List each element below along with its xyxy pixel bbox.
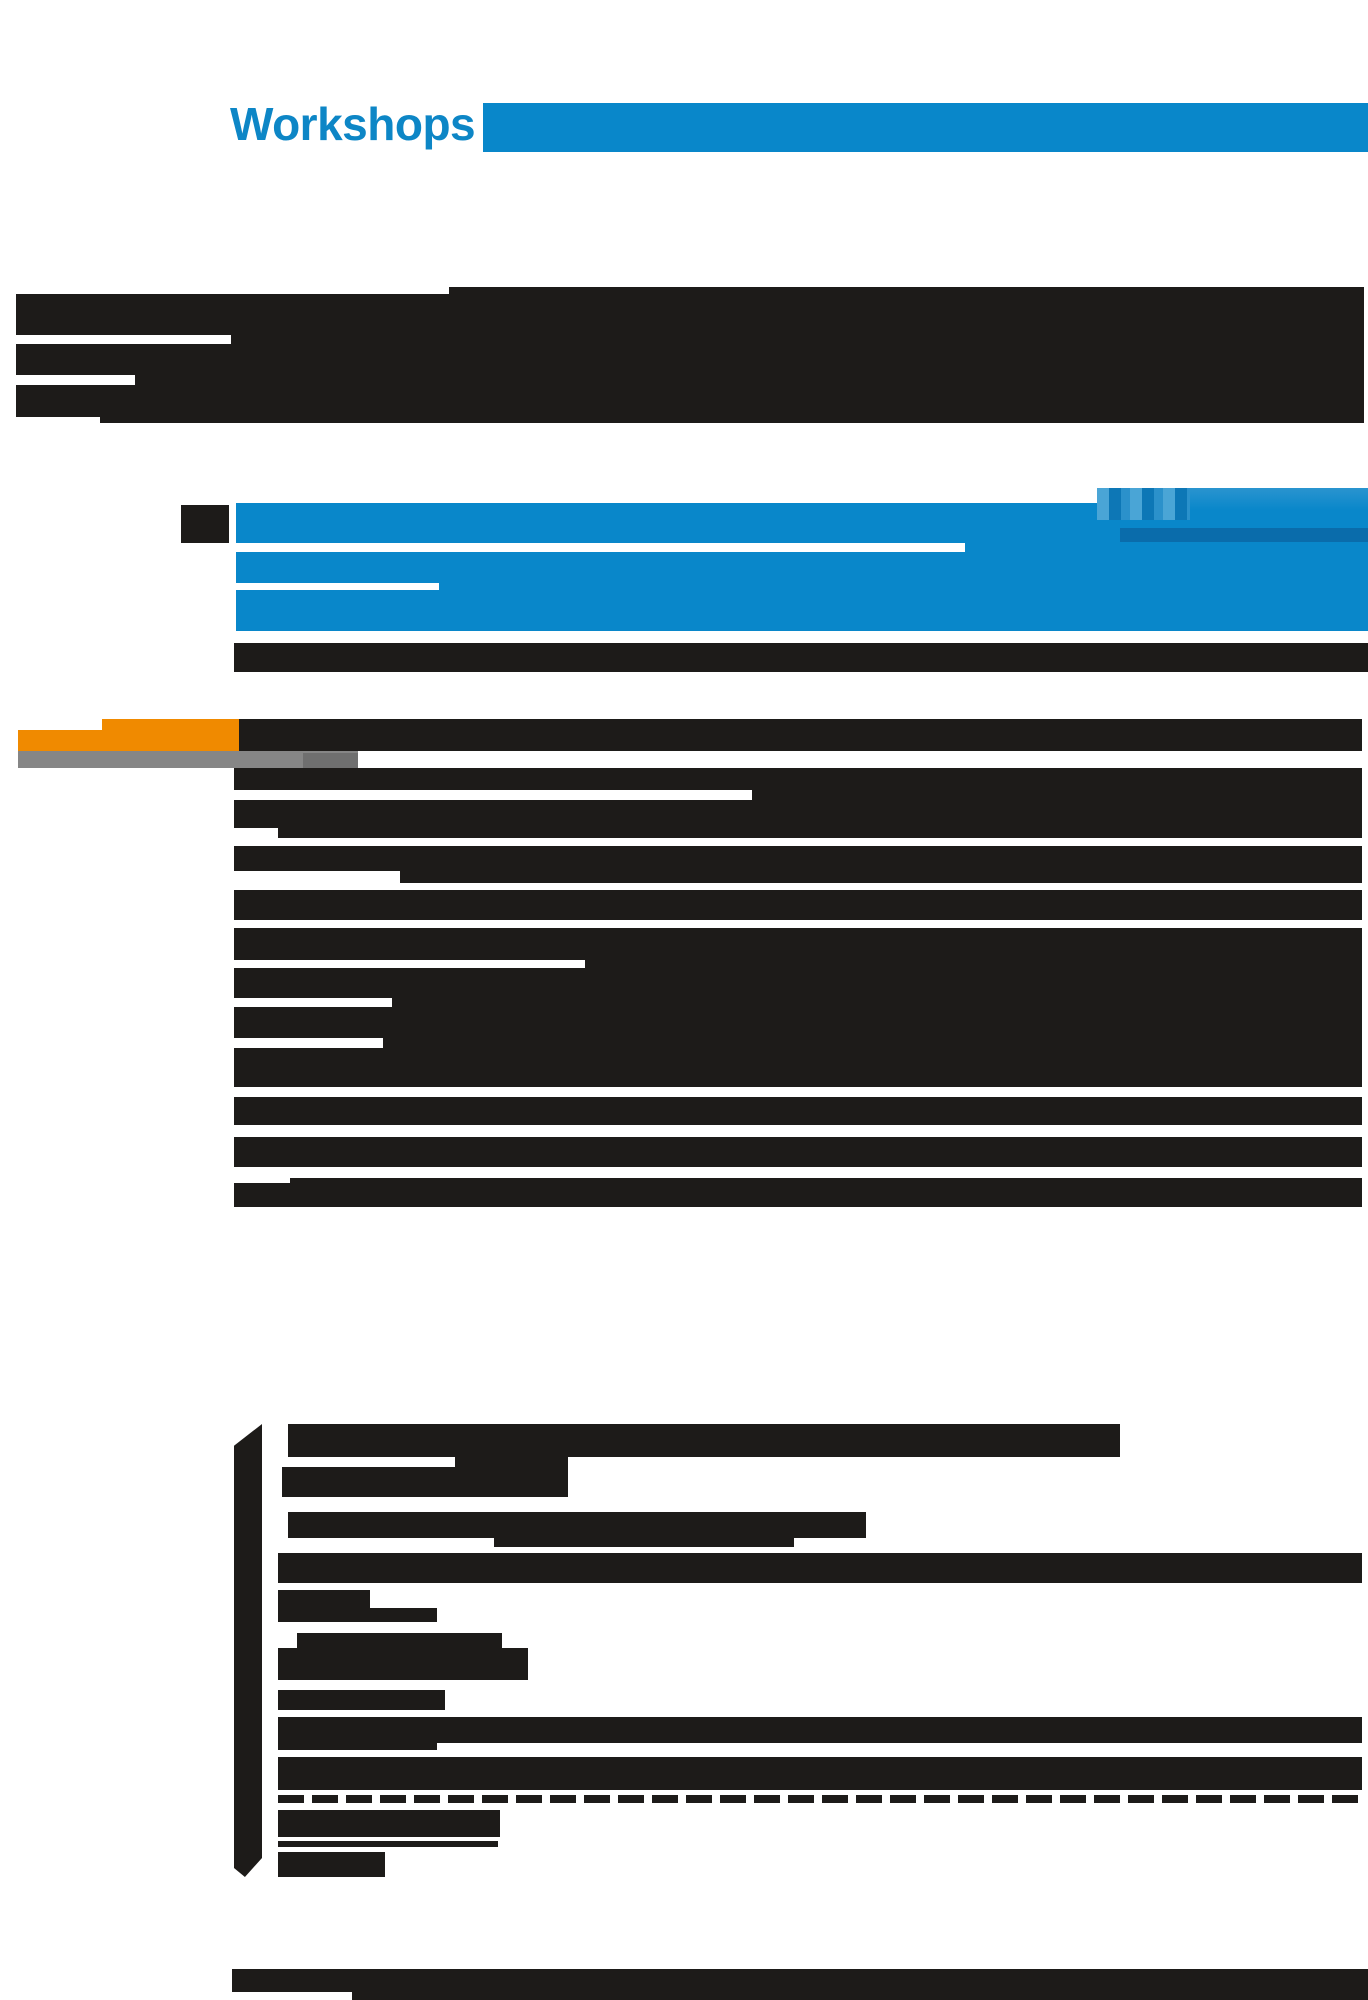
redaction-rect [278, 1810, 500, 1837]
redaction-rect [234, 1183, 1362, 1207]
redaction-rect [1190, 488, 1368, 510]
redaction-rect [400, 871, 1362, 883]
redaction-rect [752, 790, 1362, 800]
redaction-rect [16, 385, 1364, 417]
redaction-rect [383, 1038, 1362, 1048]
redaction-rect [234, 968, 1362, 998]
redaction-rect [297, 1633, 502, 1648]
redaction-rect [16, 294, 1364, 335]
redaction-rect [288, 1424, 1120, 1457]
redaction-rect [234, 1424, 262, 1877]
redaction-rect [278, 1608, 437, 1622]
redaction-rect [1120, 528, 1368, 542]
redaction-rect [494, 1538, 794, 1547]
redaction-rect [278, 1757, 1362, 1790]
redaction-rect [234, 928, 1362, 960]
redaction-rect [288, 1512, 866, 1538]
redaction-rect [236, 543, 965, 552]
redaction-rect [100, 417, 1364, 423]
redaction-rect [585, 960, 1362, 968]
redaction-rect [278, 1717, 1362, 1743]
redaction-rect [236, 503, 1368, 631]
redaction-rect [234, 1097, 1362, 1125]
redaction-rect [16, 344, 1364, 375]
redaction-rect [234, 1007, 1362, 1038]
redaction-rect [181, 505, 229, 543]
redaction-rect [392, 998, 1362, 1007]
redaction-rect [236, 583, 439, 590]
redaction-rect [455, 1457, 568, 1467]
redaction-rect [278, 1841, 498, 1847]
redaction-rect [278, 1590, 370, 1608]
redaction-rect [282, 1467, 568, 1497]
redaction-rect [278, 1648, 528, 1680]
redaction-rect [278, 1553, 1362, 1583]
redaction-rect [278, 1795, 1362, 1803]
redaction-rect [303, 753, 358, 768]
redaction-rect [278, 1743, 437, 1750]
redaction-rect [234, 643, 1368, 672]
redaction-rect [234, 719, 1362, 751]
redaction-rect [234, 846, 1362, 871]
redaction-rect [352, 1992, 1368, 2000]
redaction-rect [278, 828, 1362, 838]
redaction-rect [232, 1969, 1368, 1992]
redaction-rect [234, 1137, 1362, 1167]
redaction-rect [234, 1048, 1362, 1087]
redaction-rect [234, 890, 1362, 920]
redaction-rect [234, 768, 1362, 790]
redaction-rect [278, 1852, 385, 1877]
redaction-rect [18, 730, 239, 751]
redaction-rect [135, 375, 1364, 385]
redaction-rect [234, 800, 1362, 828]
page-title: Workshops [230, 98, 476, 150]
redaction-rect [1097, 488, 1190, 520]
redaction-rect [278, 1690, 445, 1710]
